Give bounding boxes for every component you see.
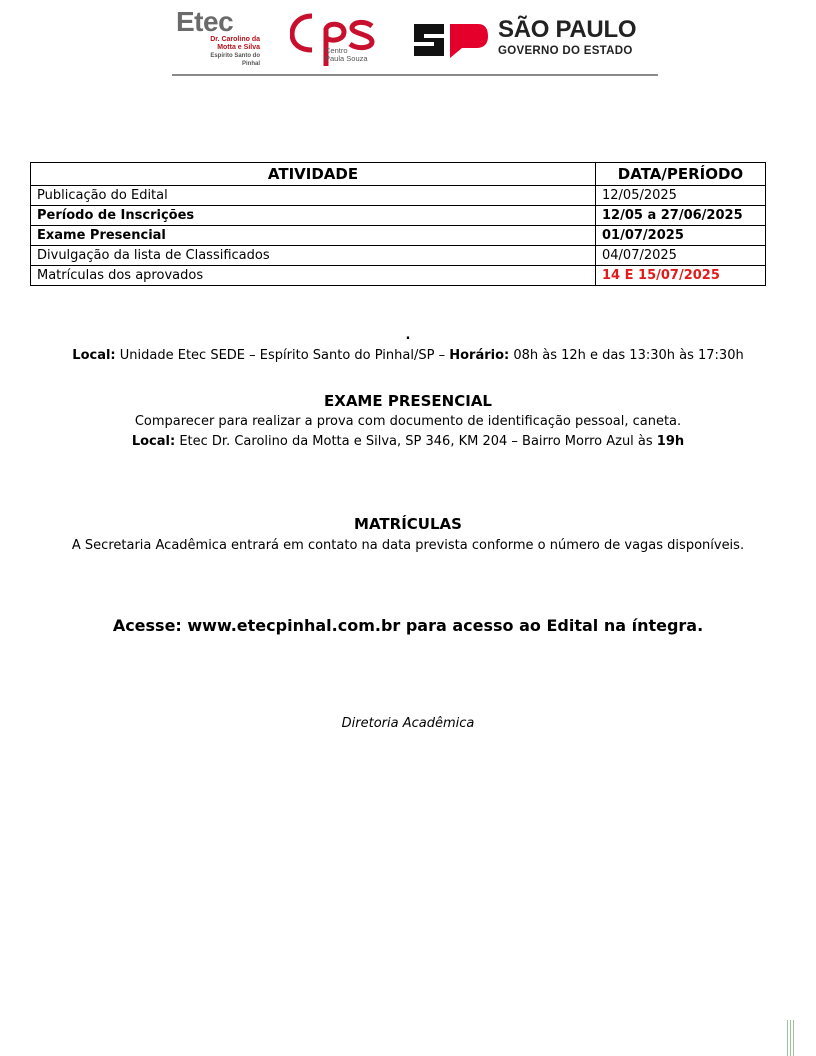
local-value: Unidade Etec SEDE – Espírito Santo do Pinhal/SP – <box>115 348 450 363</box>
schedule-table <box>30 162 766 286</box>
etec-logo-small: Pinhal <box>241 61 260 67</box>
etec-logo-small: Espírito Santo do <box>210 53 260 59</box>
date-cell: 01/07/2025 <box>596 226 766 246</box>
exam-local-label: Local: <box>131 434 176 449</box>
column-header-date: DATA/PERÍODO <box>596 163 766 186</box>
exam-location <box>0 434 816 449</box>
date-cell: 04/07/2025 <box>596 246 766 266</box>
activity-cell: Divulgação da lista de Classificados <box>31 246 596 266</box>
signature: Diretoria Acadêmica <box>341 716 475 731</box>
sao-paulo-title: SÃO PAULO <box>498 16 637 43</box>
table-row <box>31 246 766 266</box>
table-header-row <box>31 163 766 186</box>
activity-cell: Período de Inscrições <box>31 206 596 226</box>
date-cell-highlight: 14 E 15/07/2025 <box>596 266 766 286</box>
separator-dot: . <box>405 328 411 343</box>
margin-mark <box>790 1020 791 1056</box>
exam-local-value: Etec Dr. Carolino da Motta e Silva, SP 346, KM 204 – Bairro Morro Azul às <box>175 434 657 449</box>
header-divider <box>172 74 658 76</box>
enrollment-text: A Secretaria Acadêmica entrará em contato na data prevista conforme o número de vagas disponíveis. <box>71 538 745 553</box>
date-cell: 12/05/2025 <box>596 186 766 206</box>
margin-mark <box>793 1020 794 1056</box>
sao-paulo-emblem <box>410 20 490 60</box>
enrollment-section-title: MATRÍCULAS <box>354 515 462 533</box>
etec-logo-line: Motta e Silva <box>217 44 260 51</box>
page-header <box>0 0 816 80</box>
etec-logo-word: Etec <box>176 6 234 37</box>
margin-mark <box>787 1020 788 1056</box>
table-row <box>31 206 766 226</box>
horario-label: Horário: <box>449 348 510 363</box>
local-label: Local: <box>72 348 116 363</box>
exam-instructions: Comparecer para realizar a prova com documento de identificação pessoal, caneta. <box>134 414 682 429</box>
activity-cell: Publicação do Edital <box>31 186 596 206</box>
registration-location <box>0 348 816 363</box>
column-header-activity: ATIVIDADE <box>31 163 596 186</box>
activity-cell: Exame Presencial <box>31 226 596 246</box>
table-row <box>31 266 766 286</box>
table-row <box>31 186 766 206</box>
etec-logo <box>176 8 260 68</box>
table-row <box>31 226 766 246</box>
activity-cell: Matrículas dos aprovados <box>31 266 596 286</box>
exam-time: 19h <box>656 434 685 449</box>
cps-caption-line: Centro <box>325 46 348 55</box>
date-cell: 12/05 a 27/06/2025 <box>596 206 766 226</box>
cps-caption-line: Paula Souza <box>325 54 368 63</box>
margin-marks <box>787 1020 797 1056</box>
etec-logo-line: Dr. Carolino da <box>210 36 260 43</box>
exam-section-title: EXAME PRESENCIAL <box>324 392 492 410</box>
sao-paulo-subtitle: GOVERNO DO ESTADO <box>498 45 633 57</box>
cps-logo-caption <box>325 47 368 63</box>
access-notice: Acesse: www.etecpinhal.com.br para acesso ao Edital na íntegra. <box>112 616 704 635</box>
horario-value: 08h às 12h e das 13:30h às 17:30h <box>509 348 744 363</box>
